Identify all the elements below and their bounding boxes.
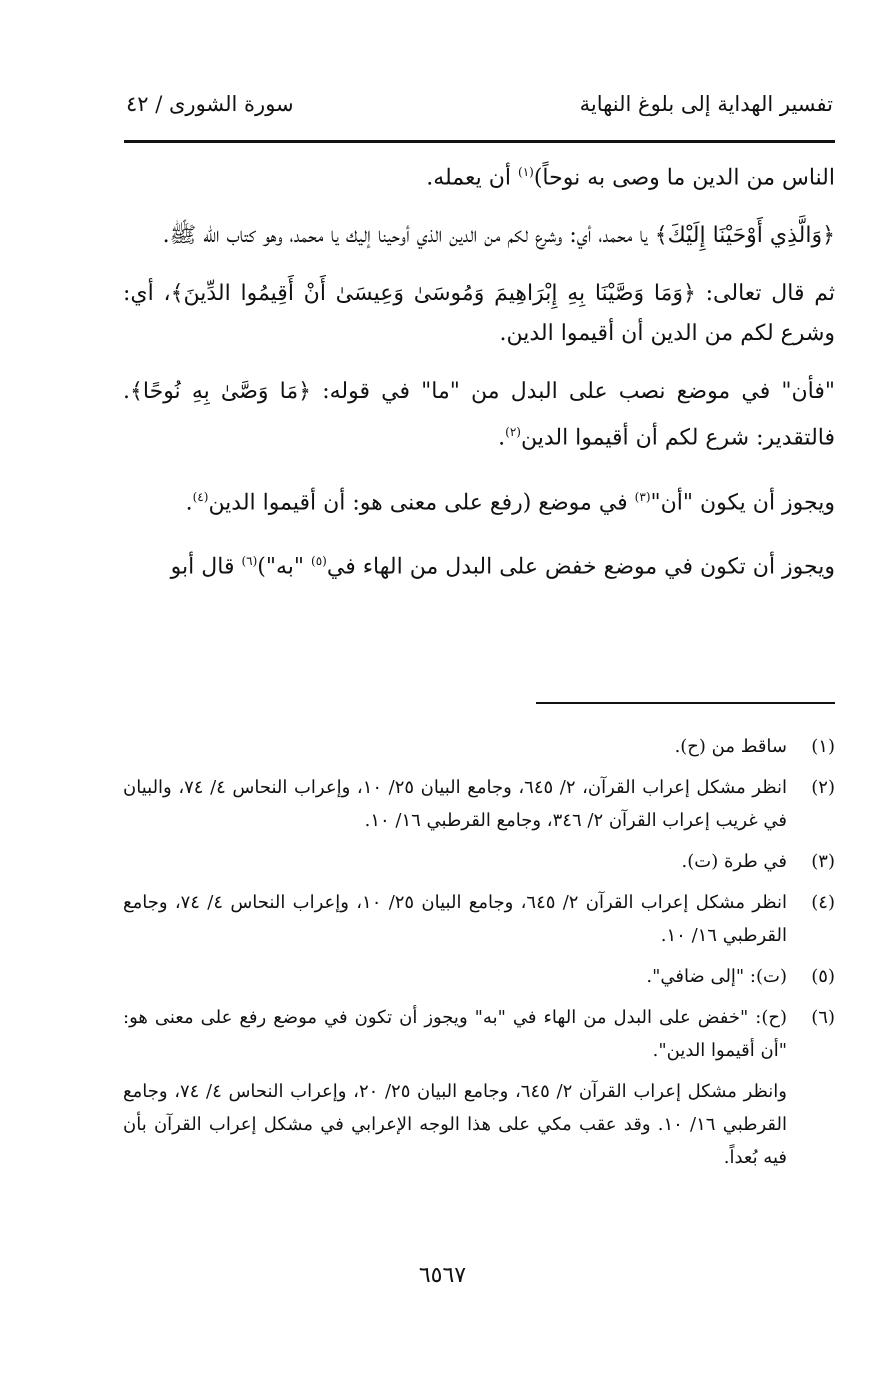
- p5-text2: في موضع (رفع على معنى هو: أن أقيموا الدين: [208, 489, 635, 515]
- running-header: [126, 92, 833, 126]
- footnote-ref-5[interactable]: (٥): [311, 553, 327, 568]
- paragraph-5: ويجوز أن يكون "أن"$^{(٣)}$ في موضع (رفع على معنى هو: أن أقيموا الدين$^{(٤)}$.: [185, 489, 835, 515]
- footnote: [123, 1001, 835, 1067]
- footnote-number: (٦): [811, 1007, 835, 1028]
- p1-end: أن يعمله.: [426, 165, 518, 191]
- quran-quote: ﴿وَالَّذِي أَوْحَيْنَا إِلَيْكَ﴾: [654, 223, 835, 249]
- p5-text: ويجوز أن يكون "أن": [650, 489, 835, 515]
- p6-text2: "به"): [257, 554, 312, 580]
- footnote: [123, 886, 835, 952]
- main-text: [123, 152, 835, 605]
- book-title: تفسير الهداية إلى بلوغ النهاية: [579, 92, 833, 116]
- footnote-ref-4[interactable]: (٤): [192, 489, 209, 504]
- footnote-ref-6[interactable]: (٦): [241, 553, 258, 568]
- footnote-number: (٣): [811, 851, 835, 872]
- paragraph-4: "فأن" في موضع نصب على البدل من "ما" في قوله: ﴿مَا وَصَّىٰ بِهِ نُوحًا﴾. فالتقدير: شرع لكم أن أقيموا الدين$^{(٢)}$.: [123, 379, 835, 451]
- footnote-number: (٢): [811, 777, 835, 798]
- footnote-continuation: وانظر مشكل إعراب القرآن ٢/ ٦٤٥، وجامع البيان ٢٥/ ٢٠، وإعراب النحاس ٤/ ٧٤، وجامع القرطبي ١٦/ ١٠. وقد عقب مكي على هذا الوجه الإعرابي في مشكل إعراب القرآن بأن فيه بُعداً.: [123, 1081, 788, 1168]
- footnote-number: (٥): [811, 966, 835, 987]
- quran-quote: ﴿مَا وَصَّىٰ بِهِ نُوحًا﴾: [130, 379, 312, 405]
- footnote: [123, 771, 835, 837]
- quran-quote: ﴿وَمَا وَصَّيْنَا بِهِ إِبْرَاهِيمَ وَمُوسَىٰ وَعِيسَىٰ أَنْ أَقِيمُوا الدِّينَ﴾: [170, 281, 696, 307]
- surah-label: سورة الشورى / ٤٢: [126, 92, 294, 116]
- p2-text: يا محمد، أي: وشرع لكم من الدين الذي أوحينا إليك يا محمد، وهو كتاب الله ﷺ.: [162, 223, 655, 249]
- footnote-text: (ح): "خفض على البدل من الهاء في "به" ويجوز أن تكون في موضع رفع على معنى هو: "أن أقيموا الدين".: [123, 1007, 787, 1061]
- p6-text: ويجوز أن تكون في موضع خفض على البدل من الهاء في: [326, 554, 835, 580]
- footnote-ref-1[interactable]: (١): [518, 165, 534, 179]
- footnote: [123, 960, 835, 993]
- p6-text3: قال أبو: [170, 554, 242, 580]
- footnote: [123, 845, 835, 878]
- p3-text: ، أي: وشرع لكم من الدين أن أقيموا الدين.: [123, 281, 835, 347]
- page-number: ٦٥٦٧: [418, 1263, 467, 1288]
- footnote-text: في طرة (ت).: [681, 851, 787, 872]
- footnote-text: (ت): "إلى ضافي".: [646, 966, 787, 987]
- footnote-number: (١): [811, 736, 835, 757]
- footnote: [123, 730, 835, 763]
- footnote-ref-3[interactable]: (٣): [634, 489, 651, 504]
- header-rule: [124, 140, 835, 143]
- paragraph-2: [123, 216, 835, 256]
- footnote-text: انظر مشكل إعراب القرآن ٢/ ٦٤٥، وجامع البيان ٢٥/ ١٠، وإعراب النحاس ٤/ ٧٤، وجامع القرطبي ١٦/ ١٠.: [123, 892, 788, 946]
- footnote-number: (٤): [811, 892, 835, 913]
- p1-text: الناس من الدين ما وصى به نوحاً): [533, 165, 835, 191]
- paragraph-3: [123, 274, 835, 354]
- footnote-text: انظر مشكل إعراب القرآن، ٢/ ٦٤٥، وجامع البيان ٢٥/ ١٠، وإعراب النحاس ٤/ ٧٤، والبيان في غريب إعراب القرآن ٢/ ٣٤٦، وجامع القرطبي ١٦/ ١٠.: [123, 777, 787, 831]
- footnotes: [123, 730, 835, 1174]
- paragraph-6: [123, 541, 835, 587]
- paragraph-1: [123, 152, 835, 198]
- p4-text: "فأن" في موضع نصب على البدل من "ما" في قوله:: [311, 379, 835, 405]
- p4-text2: . فالتقدير: شرع لكم أن أقيموا الدين: [123, 379, 835, 451]
- footnote-ref-2[interactable]: (٢): [505, 425, 521, 440]
- footnote-text: ساقط من (ح).: [674, 736, 787, 757]
- p3-start: ثم قال تعالى:: [695, 281, 835, 307]
- footnote-separator: [536, 702, 835, 704]
